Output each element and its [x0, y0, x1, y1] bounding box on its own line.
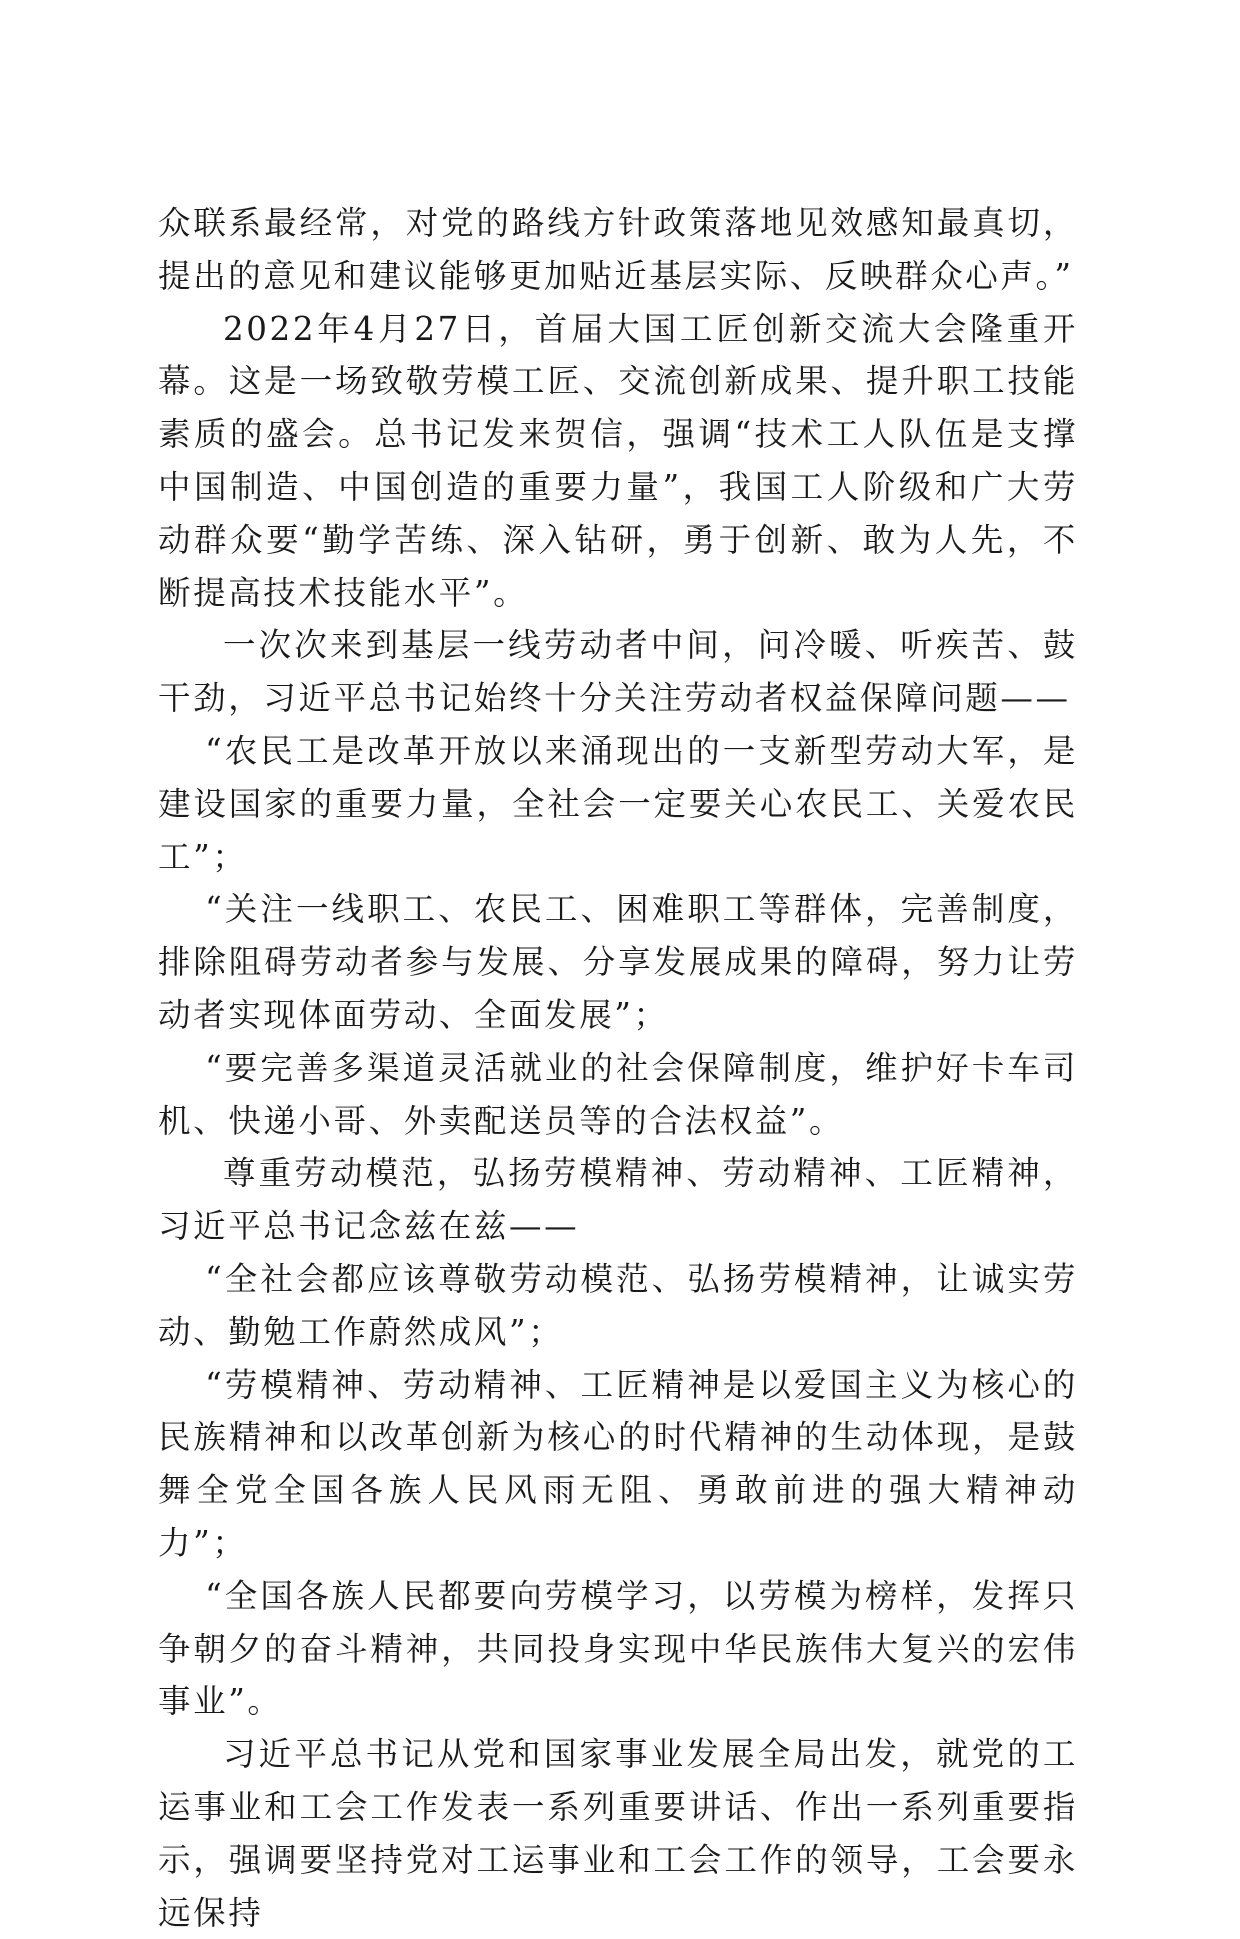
quote-paragraph: “要完善多渠道灵活就业的社会保障制度，维护好卡车司机、快递小哥、外卖配送员等的合法权益”。 — [158, 1048, 1078, 1140]
quote-paragraph: “全社会都应该尊敬劳动模范、弘扬劳模精神，让诚实劳动、勤勉工作蔚然成风”； — [158, 1259, 1078, 1351]
paragraph: 2022年4月27日，首届大国工匠创新交流大会隆重开幕。这是一场致敬劳模工匠、交流创新成果、提升职工技能素质的盛会。总书记发来贺信，强调“技术工人队伍是支撑中国制造、中国创造的重要力量”，我国工人阶级和广大劳动群众要“勤学苦练、深入钻研，勇于创新、敢为人先，不断提高技术技能水平”。 — [158, 309, 1078, 612]
paragraph: 众联系最经常，对党的路线方针政策落地见效感知最真切，提出的意见和建议能够更加贴近基层实际、反映群众心声。” — [158, 204, 1078, 295]
body-text — [158, 197, 1078, 1939]
paragraph: 尊重劳动模范，弘扬劳模精神、劳动精神、工匠精神，习近平总书记念兹在兹—— — [158, 1154, 1078, 1246]
quote-paragraph: “全国各族人民都要向劳模学习，以劳模为榜样，发挥只争朝夕的奋斗精神，共同投身实现中华民族伟大复兴的宏伟事业”。 — [158, 1576, 1078, 1721]
quote-paragraph: “农民工是改革开放以来涌现出的一支新型劳动大军，是建设国家的重要力量，全社会一定要关心农民工、关爱农民工”； — [158, 731, 1078, 876]
quote-paragraph: “关注一线职工、农民工、困难职工等群体，完善制度，排除阻碍劳动者参与发展、分享发展成果的障碍，努力让劳动者实现体面劳动、全面发展”； — [158, 890, 1078, 1034]
paragraph: 习近平总书记从党和国家事业发展全局出发，就党的工运事业和工会工作发表一系列重要讲话、作出一系列重要指示，强调要坚持党对工运事业和工会工作的领导，工会要永远保持 — [158, 1735, 1078, 1932]
quote-paragraph: “劳模精神、劳动精神、工匠精神是以爱国主义为核心的民族精神和以改革创新为核心的时代精神的生动体现，是鼓舞全党全国各族人民风雨无阻、勇敢前进的强大精神动力”； — [158, 1365, 1078, 1562]
paragraph: 一次次来到基层一线劳动者中间，问冷暖、听疾苦、鼓干劲，习近平总书记始终十分关注劳动者权益保障问题—— — [158, 626, 1078, 718]
